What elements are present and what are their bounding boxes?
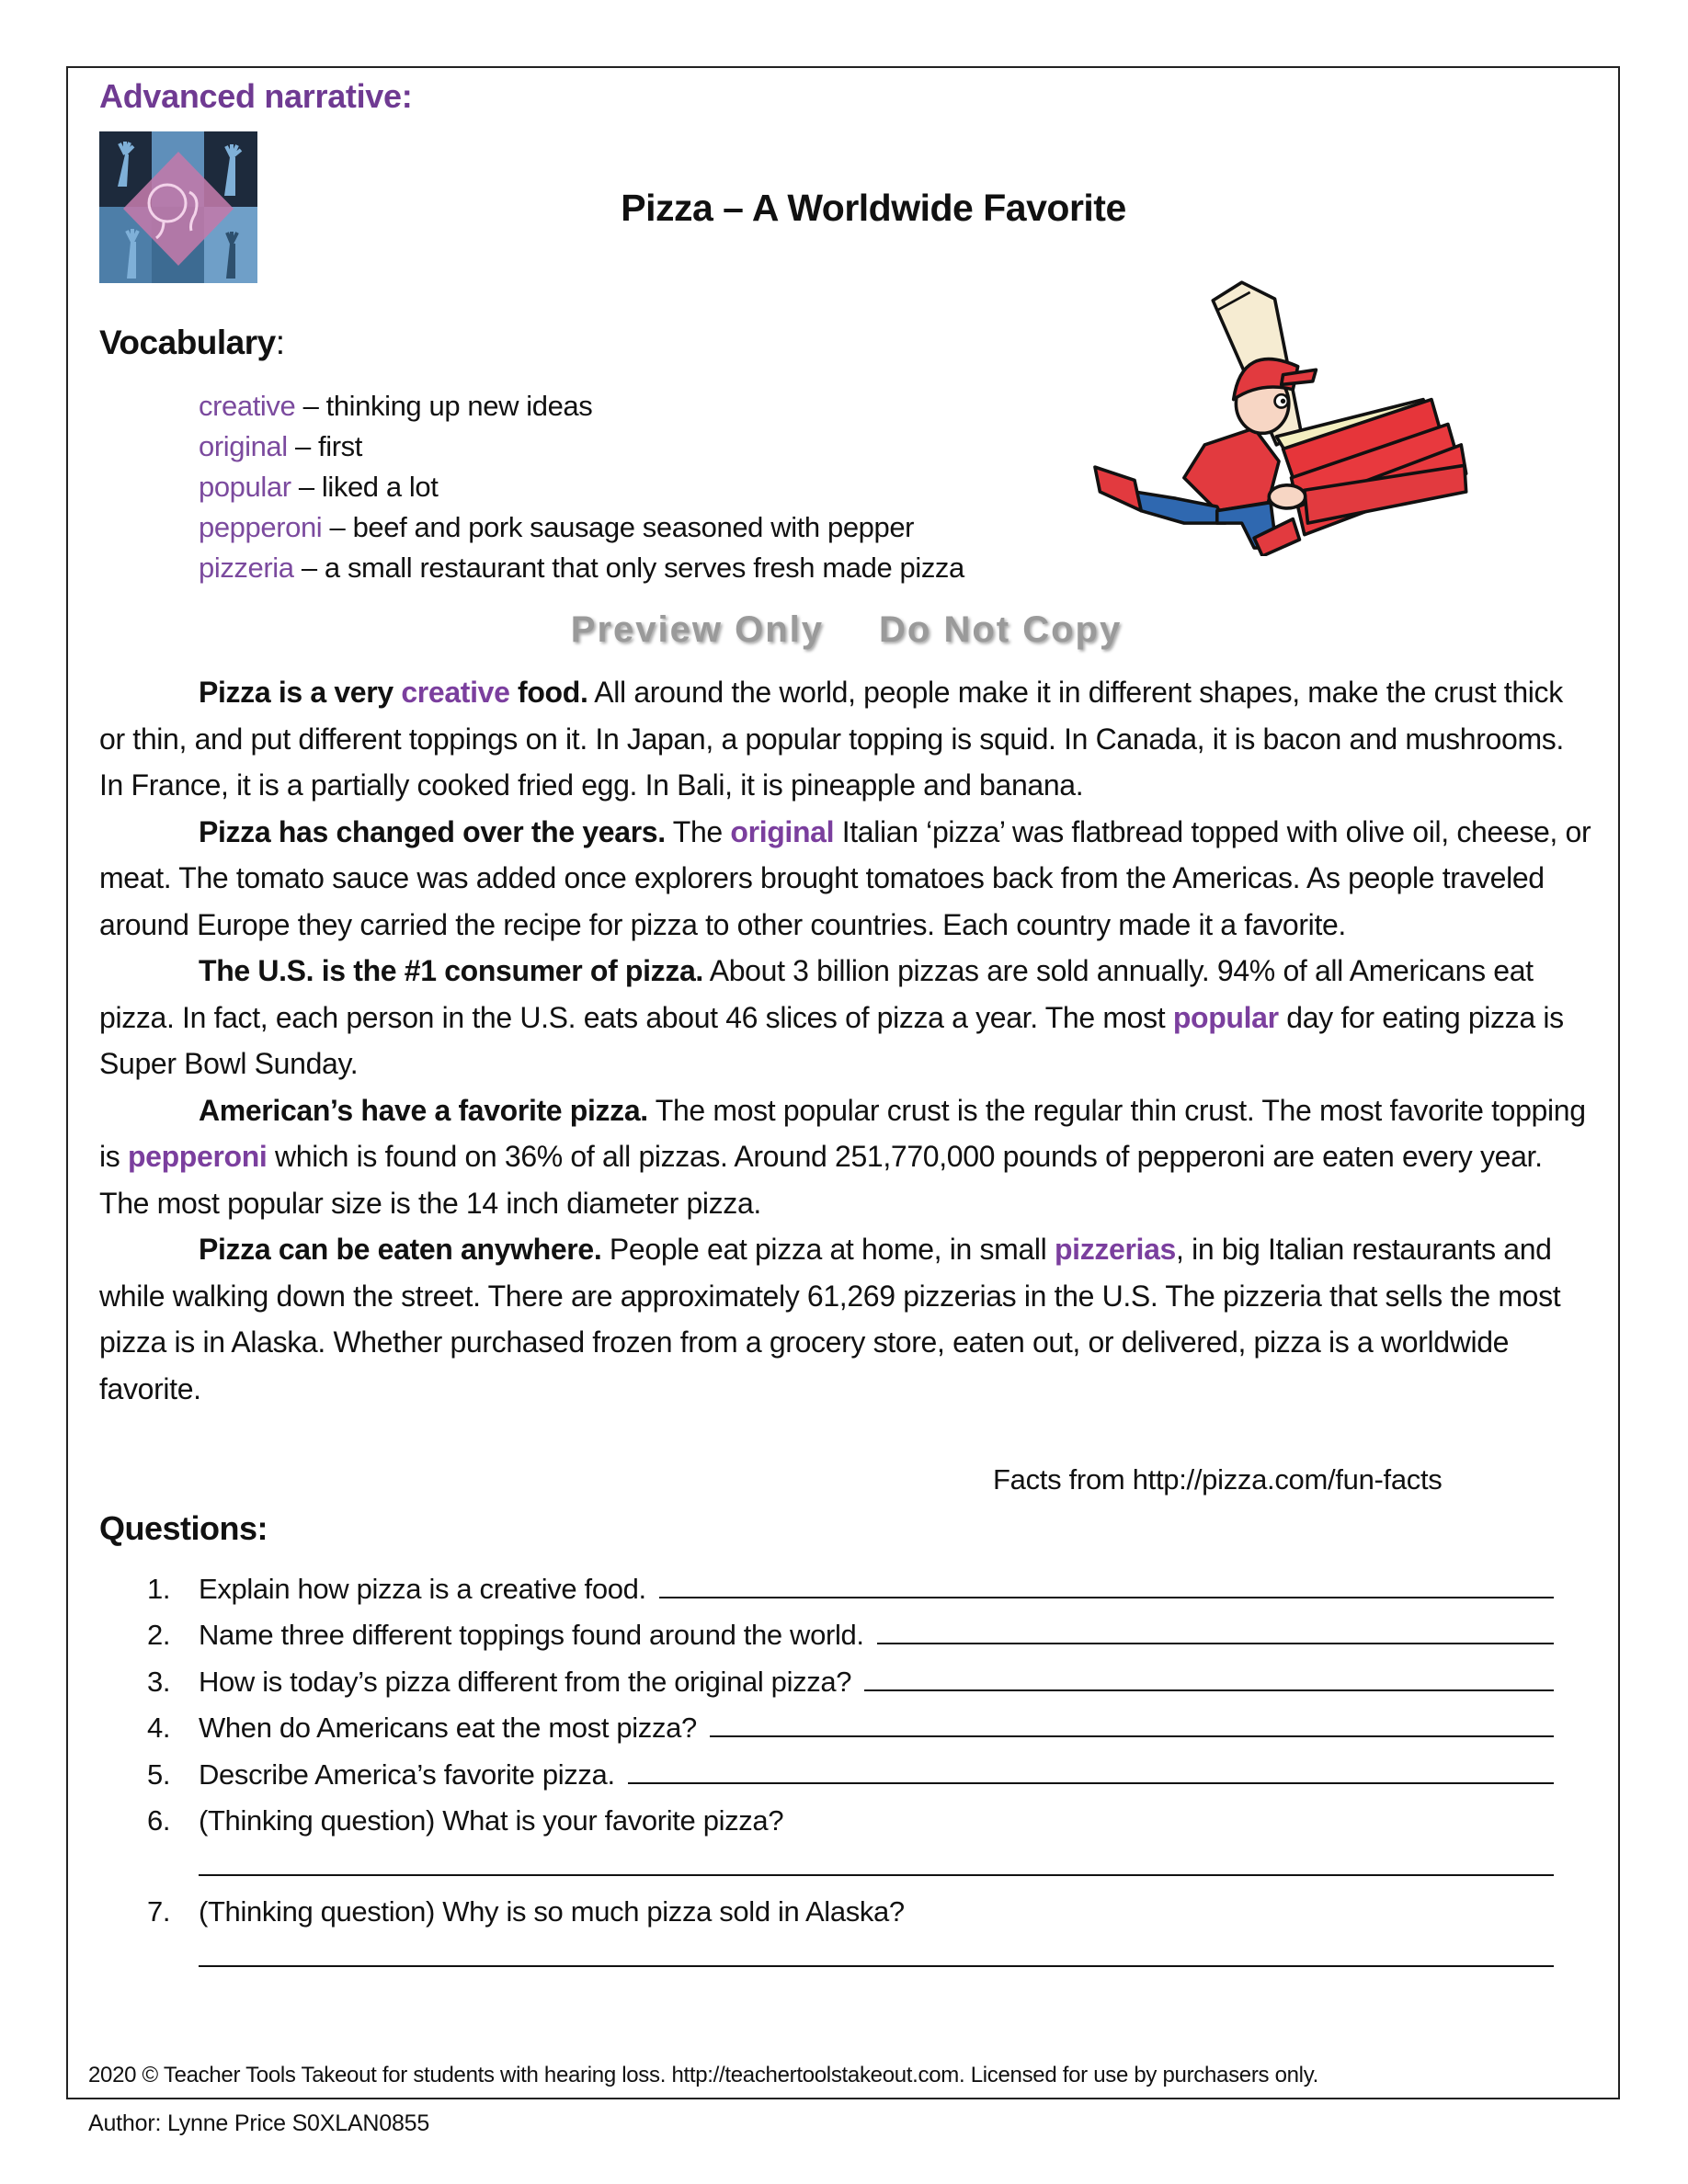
answer-line[interactable] (659, 1597, 1554, 1598)
question-text: Name three different toppings found around the world. (199, 1619, 864, 1651)
question-item (147, 1699, 1554, 1746)
copyright-footer: 2020 © Teacher Tools Takeout for students with hearing loss. http://teachertoolstakeout.com. Licensed for use by purchasers only. (88, 2063, 1318, 2087)
vocab-term: pizzeria (199, 552, 294, 584)
question-text: (Thinking question) Why is so much pizza sold in Alaska? (199, 1894, 905, 1928)
question-number: 7. (147, 1894, 171, 1928)
answer-line[interactable] (710, 1735, 1554, 1737)
question-number: 1. (147, 1572, 171, 1605)
questions-heading: Questions: (99, 1509, 268, 1547)
vocabulary-list (199, 386, 964, 588)
paragraph (99, 809, 1593, 949)
page-title: Pizza – A Worldwide Favorite (621, 187, 1126, 229)
vocab-keyword: pizzerias (1054, 1233, 1176, 1266)
paragraph (99, 669, 1593, 809)
question-item (147, 1792, 1554, 1838)
vocab-term: pepperoni (199, 511, 323, 543)
question-item (147, 1559, 1554, 1606)
author-line: Author: Lynne Price S0XLAN0855 (88, 2110, 430, 2136)
vocab-keyword: pepperoni (127, 1140, 268, 1173)
paragraph-text: The (665, 814, 731, 848)
answer-row (147, 1837, 1554, 1882)
paragraph-text: day for eating pizza is Super Bowl Sunday. (99, 1000, 1564, 1080)
question-item (147, 1606, 1554, 1653)
vocabulary-heading (99, 324, 285, 362)
vocab-term: creative (199, 390, 296, 422)
vocab-item (199, 507, 964, 548)
paragraph-lead: Pizza has changed over the years. (199, 814, 666, 848)
paragraph-lead: Pizza can be eaten anywhere. (199, 1233, 602, 1266)
answer-line[interactable] (199, 1965, 1554, 1967)
question-number: 4. (147, 1712, 171, 1744)
question-text: How is today’s pizza different from the original pizza? (199, 1665, 852, 1698)
vocab-definition: – a small restaurant that only serves fresh made pizza (293, 552, 964, 584)
watermark-line-1: Preview Only (570, 609, 825, 650)
vocab-definition: – thinking up new ideas (295, 390, 593, 422)
answer-line[interactable] (864, 1689, 1554, 1691)
vocab-term: original (199, 430, 288, 462)
question-item (147, 1652, 1554, 1699)
questions-list (147, 1559, 1554, 1973)
paragraph-lead (199, 676, 588, 709)
paragraph-text: The most popular crust is the regular thin crust. The most favorite topping is (99, 1093, 1586, 1173)
paragraph-text: People eat pizza at home, in small (601, 1233, 1055, 1266)
question-item (147, 1882, 1554, 1928)
question-number: 3. (147, 1665, 171, 1698)
paragraph-lead-text: Pizza is a very (199, 676, 402, 709)
vocab-definition: – first (287, 430, 362, 462)
narrative-body (99, 669, 1593, 1412)
answer-line[interactable] (877, 1643, 1554, 1644)
vocab-keyword: original (730, 814, 835, 848)
question-text: Explain how pizza is a creative food. (199, 1572, 646, 1605)
question-text: Describe America’s favorite pizza. (199, 1757, 615, 1791)
answer-row (147, 1928, 1554, 1973)
question-item (147, 1745, 1554, 1792)
section-label: Advanced narrative: (99, 77, 413, 115)
source-citation: Facts from http://pizza.com/fun-facts (993, 1463, 1443, 1496)
paragraph-lead: The U.S. is the #1 consumer of pizza. (199, 954, 703, 987)
vocabulary-heading-colon: : (275, 324, 285, 361)
pizza-delivery-boy-icon (1085, 276, 1489, 556)
watermark (99, 597, 1593, 662)
vocab-keyword: popular (1172, 1000, 1279, 1034)
answer-line[interactable] (628, 1782, 1554, 1784)
vocab-item (199, 427, 964, 467)
vocabulary-heading-text: Vocabulary (99, 324, 276, 361)
paragraph (99, 1226, 1593, 1412)
vocab-item (199, 548, 964, 588)
vocab-keyword: creative (401, 676, 510, 709)
paragraph-text: , in big Italian restaurants and while walking down the street. There are approximately 61,269 pizzerias in the U.S. The pizzeria that sells the most pizza is in Alaska. Whether purchased frozen from a grocery store, eaten out, or delivered, pizza is a worldwide favorite. (99, 1233, 1561, 1405)
question-number: 2. (147, 1619, 171, 1651)
vocab-definition: – beef and pork sausage seasoned with pepper (322, 511, 915, 543)
paragraph-text: which is found on 36% of all pizzas. Around 251,770,000 pounds of pepperoni are eaten every year. The most popular size is the 14 inch diameter pizza. (99, 1140, 1543, 1220)
question-text: (Thinking question) What is your favorite pizza? (199, 1804, 784, 1837)
paragraph (99, 948, 1593, 1087)
question-number: 6. (147, 1804, 171, 1837)
answer-line[interactable] (199, 1874, 1554, 1876)
paragraph (99, 1087, 1593, 1227)
paragraph-text: All around the world, people make it in different shapes, make the crust thick or thin, and put different toppings on it. In Japan, a popular topping is squid. In Canada, it is bacon and mushrooms. In France, it is a partially cooked fried egg. In Bali, it is pineapple and banana. (99, 676, 1564, 802)
paragraph-text: About 3 billion pizzas are sold annually. 94% of all Americans eat pizza. In fact, each person in the U.S. eats about 46 slices of pizza a year. The most (99, 954, 1534, 1034)
hands-and-faces-icon (99, 131, 257, 283)
paragraph-lead-text: food. (509, 676, 588, 709)
paragraph-lead: American’s have a favorite pizza. (199, 1093, 648, 1127)
vocab-item (199, 467, 964, 507)
watermark-line-2: Do Not Copy (879, 609, 1123, 650)
vocab-definition: – liked a lot (291, 471, 439, 503)
vocab-term: popular (199, 471, 291, 503)
vocab-item (199, 386, 964, 427)
question-text: When do Americans eat the most pizza? (199, 1712, 697, 1744)
question-number: 5. (147, 1757, 171, 1791)
paragraph-text: Italian ‘pizza’ was flatbread topped with olive oil, cheese, or meat. The tomato sauce was added once explorers brought tomatoes back from the Americas. As people traveled around Europe they carried the recipe for pizza to other countries. Each country made it a favorite. (99, 814, 1591, 941)
